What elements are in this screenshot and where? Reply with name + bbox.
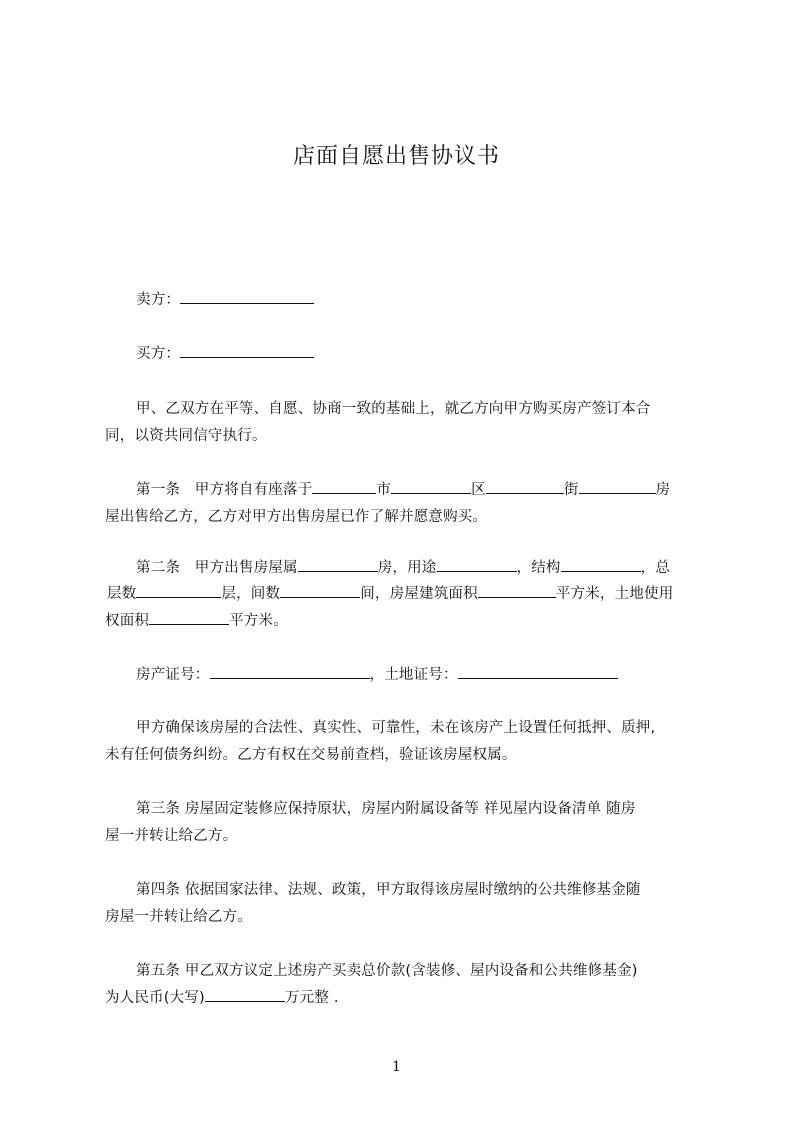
article2-text-area: 间，房屋建筑面积	[360, 586, 478, 602]
page-number: 1	[392, 1059, 401, 1075]
article2-blank-land-area	[149, 610, 229, 625]
article1-line-1	[105, 479, 736, 501]
article1-text-district: 区	[471, 482, 486, 498]
article4-line-2: 房屋一并转让给乙方。	[105, 909, 252, 925]
article2-blank-usage	[437, 557, 517, 572]
article2-text-rooms: 层，间数	[221, 586, 281, 602]
article2-text-land-area: 权面积	[105, 613, 150, 629]
article1-text-house: 房	[655, 482, 671, 498]
article2-text-sqm: 平方米。	[229, 613, 288, 629]
article2-blank-area	[478, 583, 556, 598]
seller-line	[105, 289, 736, 311]
land-cert-blank	[458, 664, 618, 679]
article5-line-1: 第五条 甲乙双方议定上述房产买卖总价款(含装修、屋内设备和公共维修基金)	[136, 963, 638, 979]
intro-line-2: 同，以资共同信守执行。	[105, 428, 267, 444]
property-cert-label: 房产证号：	[136, 667, 210, 683]
buyer-blank	[180, 343, 314, 358]
certificate-line	[105, 664, 736, 686]
article2-text-land: 平方米，土地使用	[555, 586, 674, 602]
article2-line-1	[105, 557, 736, 579]
article2-line-3	[105, 610, 705, 632]
article1-line-2: 屋出售给乙方，乙方对甲方出售房屋已作了解并愿意购买。	[105, 509, 488, 525]
seller-label: 卖方：	[136, 292, 181, 308]
article2-blank-rooms	[280, 583, 360, 598]
buyer-label: 买方：	[136, 346, 181, 362]
article1-blank-city	[312, 479, 376, 494]
article1-blank-house	[579, 479, 656, 494]
seller-blank	[180, 289, 314, 304]
intro-line-1: 甲、乙双方在平等、自愿、协商一致的基础上，就乙方向甲方购买房产签订本合	[136, 401, 651, 417]
article1-text-a: 第一条 甲方将自有座落于	[136, 482, 313, 498]
article5-blank-amount	[205, 987, 285, 1002]
buyer-line	[105, 343, 736, 365]
article2-text-a: 第二条 甲方出售房屋属	[136, 560, 298, 576]
article2-text-structure: ，结构	[516, 560, 561, 576]
article2-text-usage: 房，用途	[377, 560, 437, 576]
article2-blank-type	[298, 557, 378, 572]
article1-blank-district	[391, 479, 471, 494]
article1-text-city: 市	[376, 482, 392, 498]
article2-blank-structure	[561, 557, 641, 572]
article1-blank-street	[486, 479, 564, 494]
guarantee-line-1: 甲方确保该房屋的合法性、真实性、可靠性，未在该房产上设置任何抵押、质押,	[136, 720, 656, 736]
document-title: 店面自愿出售协议书	[292, 144, 500, 169]
land-cert-label: ，土地证号：	[369, 667, 458, 683]
article5-text-rmb: 为人民币(大写)	[105, 990, 205, 1006]
article2-text-total: ，总	[640, 560, 671, 576]
article2-text-floors: 层数	[107, 586, 137, 602]
article5-text-wan: 万元整 .	[284, 990, 339, 1006]
article5-line-2	[105, 987, 705, 1009]
article3-line-2: 屋一并转让给乙方。	[105, 828, 238, 844]
guarantee-line-2: 未有任何债务纠纷。乙方有权在交易前查档，验证该房屋权属。	[105, 747, 517, 763]
article4-line-1: 第四条 依据国家法律、法规、政策，甲方取得该房屋时缴纳的公共维修基金随	[136, 882, 641, 898]
article2-blank-floors	[136, 583, 221, 598]
article3-line-1: 第三条 房屋固定装修应保持原状，房屋内附属设备等 祥见屋内设备清单 随房	[136, 801, 636, 817]
property-cert-blank	[210, 664, 370, 679]
article2-line-2	[105, 583, 707, 605]
article1-text-street: 街	[563, 482, 579, 498]
